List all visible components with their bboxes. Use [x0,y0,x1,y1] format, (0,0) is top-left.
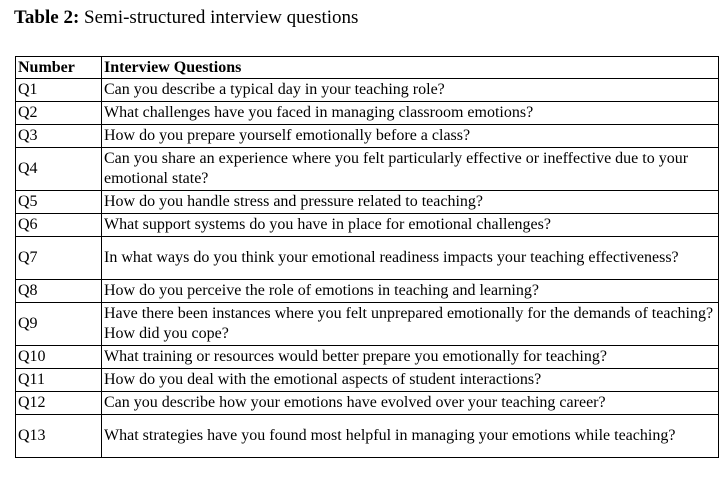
interview-questions-table [15,56,719,458]
table-row [16,303,719,346]
header-interview-questions: Interview Questions [102,57,719,79]
question-text: How do you handle stress and pressure related to teaching? [102,191,719,214]
table-row [16,369,719,392]
table-row [16,415,719,458]
table-caption-label: Table 2: [14,7,80,28]
table-caption [14,6,358,30]
table-header-row [16,57,719,79]
header-number: Number [16,57,102,79]
question-number: Q1 [16,79,102,102]
question-number: Q4 [16,148,102,191]
question-text: Have there been instances where you felt unprepared emotionally for the demands of teaching? How did you cope? [102,303,719,346]
question-text: How do you perceive the role of emotions in teaching and learning? [102,280,719,303]
table-body [16,79,719,458]
question-text: In what ways do you think your emotional readiness impacts your teaching effectiveness? [102,237,719,280]
question-text: Can you describe a typical day in your teaching role? [102,79,719,102]
question-text: How do you prepare yourself emotionally before a class? [102,125,719,148]
question-text: Can you describe how your emotions have evolved over your teaching career? [102,392,719,415]
table-row [16,237,719,280]
question-number: Q6 [16,214,102,237]
question-number: Q10 [16,346,102,369]
table-row [16,346,719,369]
question-number: Q12 [16,392,102,415]
question-text: What strategies have you found most helpful in managing your emotions while teaching? [102,415,719,458]
table-row [16,392,719,415]
question-text: What support systems do you have in place for emotional challenges? [102,214,719,237]
question-text: What challenges have you faced in managing classroom emotions? [102,102,719,125]
question-text: What training or resources would better prepare you emotionally for teaching? [102,346,719,369]
table-row [16,191,719,214]
question-number: Q8 [16,280,102,303]
table-row [16,102,719,125]
question-number: Q9 [16,303,102,346]
table-row [16,280,719,303]
question-number: Q7 [16,237,102,280]
table-caption-text: Semi-structured interview questions [84,7,359,28]
question-text: Can you share an experience where you felt particularly effective or ineffective due to your emotional state? [102,148,719,191]
question-number: Q3 [16,125,102,148]
question-number: Q5 [16,191,102,214]
table-row [16,125,719,148]
question-text: How do you deal with the emotional aspects of student interactions? [102,369,719,392]
question-number: Q13 [16,415,102,458]
table-row [16,148,719,191]
table-row [16,214,719,237]
question-number: Q11 [16,369,102,392]
table-row [16,79,719,102]
question-number: Q2 [16,102,102,125]
